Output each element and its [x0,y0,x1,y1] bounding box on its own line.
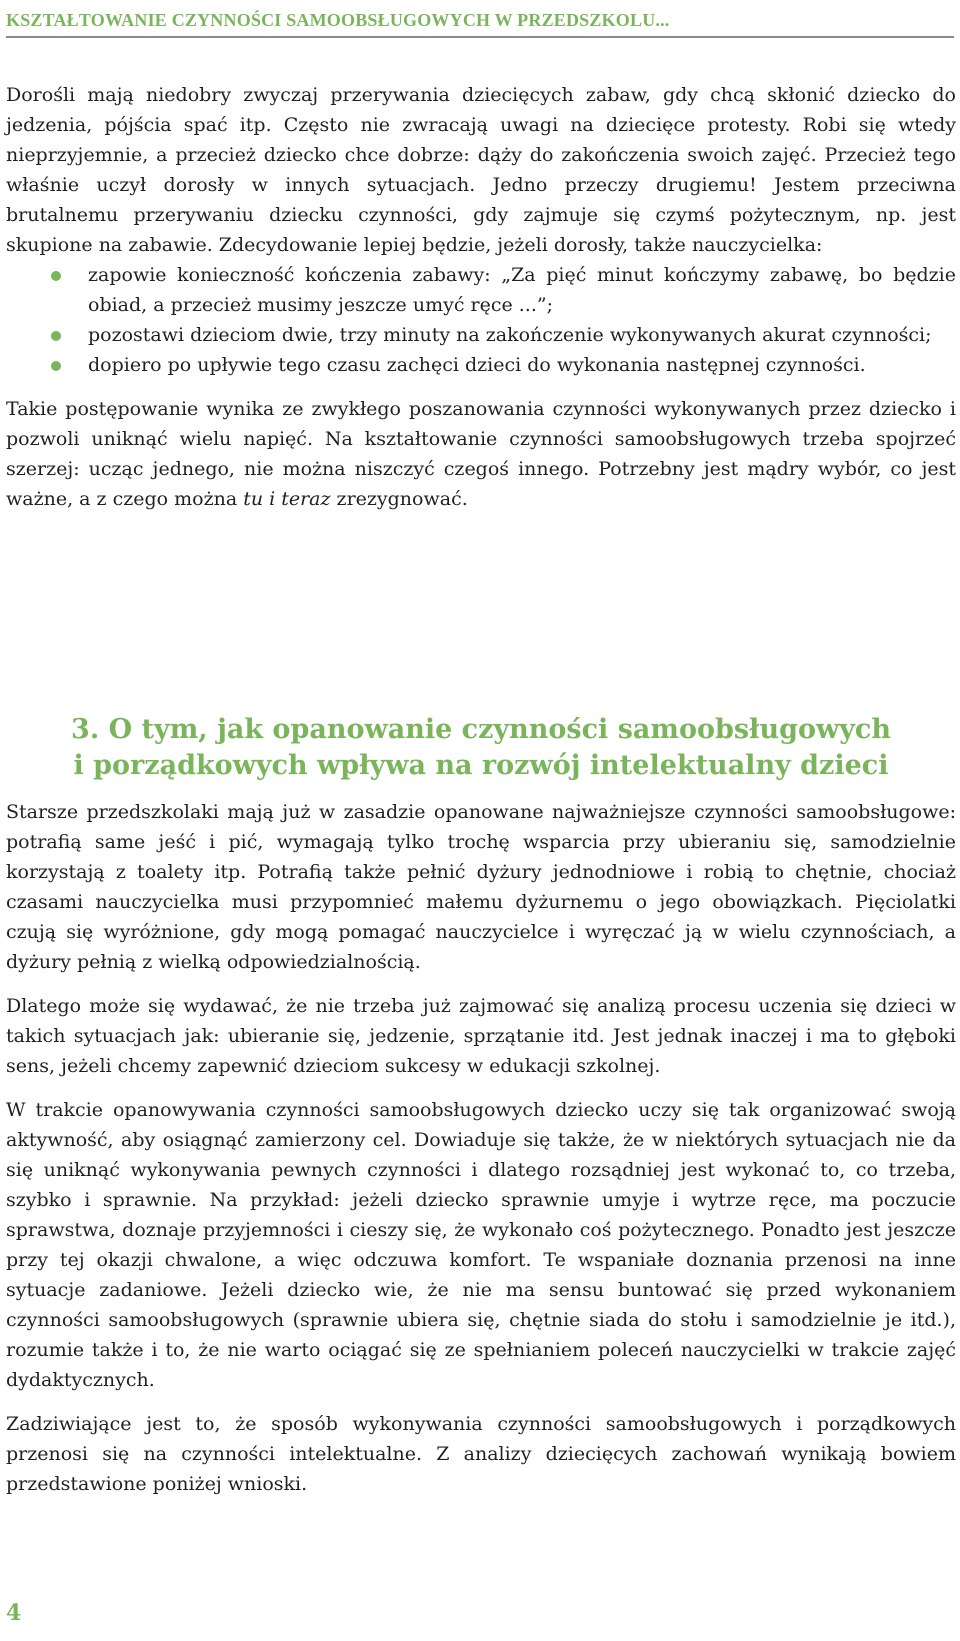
section-body [6,797,956,1499]
body-paragraph: Zadziwiające jest to, że sposób wykonywania czynności samoobsługowych i porządkowych przenosi się na czynności intelektualne. Z analizy dziecięcych zachowań wynikają bowiem przedstawione poniżej wnioski. [6,1413,956,1495]
closing-text-end: zrezygnować. [330,488,468,510]
bullet-dot-icon [51,361,61,371]
section-heading [6,712,956,784]
bullet-dot-icon [51,271,61,281]
bullet-text: dopiero po upływie tego czasu zachęci dzieci do wykonania następnej czynności. [88,354,866,376]
section-heading-line-2: i porządkowych wpływa na rozwój intelektualny dzieci [73,750,889,781]
bullet-item [6,320,956,350]
bullet-item [6,350,956,380]
body-paragraph: W trakcie opanowywania czynności samoobsługowych dziecko uczy się tak organizować swoją aktywność, aby osiągnąć zamierzony cel. Dowiaduje się także, że w niektórych sytuacjach nie da się uniknąć wykonywania pewnych czynności i dlatego rozsądniej jest wykonać to, co trzeba, szybko i sprawnie. Na przykład: jeżeli dziecko sprawnie umyje i wytrze ręce, ma poczucie sprawstwa, doznaje przyjemności i cieszy się, że wykonało coś pożytecznego. Ponadto jest jeszcze przy tej okazji chwalone, a więc odczuwa komfort. Te wspaniałe doznania przenosi na inne sytuacje zadaniowe. Jeżeli dziecko wie, że nie ma sensu buntować się przed wykonaniem czynności samoobsługowych (sprawnie ubiera się, chętnie siada do stołu i samodzielnie je itd.), rozumie także i to, że nie warto ociągać się ze spełnianiem poleceń nauczycielki w trakcie zajęć dydaktycznych. [6,1099,956,1391]
bullet-text: pozostawi dzieciom dwie, trzy minuty na zakończenie wykonywanych akurat czynności; [88,324,932,346]
section-heading-line-1: 3. O tym, jak opanowanie czynności samoobsługowych [71,714,891,745]
body-paragraph: Dlatego może się wydawać, że nie trzeba już zajmować się analizą procesu uczenia się dzieci w takich sytuacjach jak: ubieranie się, jedzenie, sprzątanie itd. Jest jednak inaczej i ma to głęboki sens, jeżeli chcemy zapewnić dzieciom sukcesy w edukacji szkolnej. [6,995,956,1077]
running-header-title: KSZTAŁTOWANIE CZYNNOŚCI SAMOOBSŁUGOWYCH W PRZEDSZKOLU... [6,10,670,30]
intro-paragraph: Dorośli mają niedobry zwyczaj przerywania dziecięcych zabaw, gdy chcą skłonić dziecko do jedzenia, pójścia spać itp. Często nie zwracają uwagi na dziecięce protesty. Robi się wtedy nieprzyjemnie, a przecież dziecko chce dobrze: dąży do zakończenia swoich zajęć. Przecież tego właśnie uczył dorosły w innych sytuacjach. Jedno przeczy drugiemu! Jestem przeciwna brutalnemu przerywaniu dziecku czynności, gdy zajmuje się czymś pożytecznym, np. jest skupione na zabawie. Zdecydowanie lepiej będzie, jeżeli dorosły, także nauczycielka: [6,84,956,256]
page-number: 4 [6,1600,22,1626]
bullet-list [6,260,956,380]
closing-text-start: Takie postępowanie wynika ze zwykłego poszanowania czynności wykonywanych przez dziecko i pozwoli uniknąć wielu napięć. Na kształtowanie czynności samoobsługowych trzeba spojrzeć szerzej: ucząc jednego, nie można niszczyć czegoś innego. Potrzebny jest mądry wybór, co jest ważne, a z czego można [6,398,956,510]
running-header [6,4,954,38]
closing-paragraph [6,394,956,514]
bullet-dot-icon [51,331,61,341]
bullet-text: zapowie konieczność kończenia zabawy: „Za pięć minut kończymy zabawę, bo będzie obiad, a przecież musimy jeszcze umyć ręce ...”; [88,264,956,316]
body-paragraph: Starsze przedszkolaki mają już w zasadzie opanowane najważniejsze czynności samoobsługowe: potrafią same jeść i pić, wymagają tylko trochę wsparcia przy ubieraniu się, samodzielnie korzystają z toalety itp. Potrafią także pełnić dyżury jednodniowe i robią to chętnie, chociaż czasami nauczycielka musi przypomnieć małemu dyżurnemu o jego obowiązkach. Pięciolatki czują się wyróżnione, gdy mogą pomagać nauczycielce i wyręczać ją w wielu czynnościach, a dyżury pełnią z wielką odpowiedzialnością. [6,801,956,973]
closing-emphasis: tu i teraz [243,488,331,510]
bullet-item [6,260,956,320]
intro-section [6,80,956,514]
